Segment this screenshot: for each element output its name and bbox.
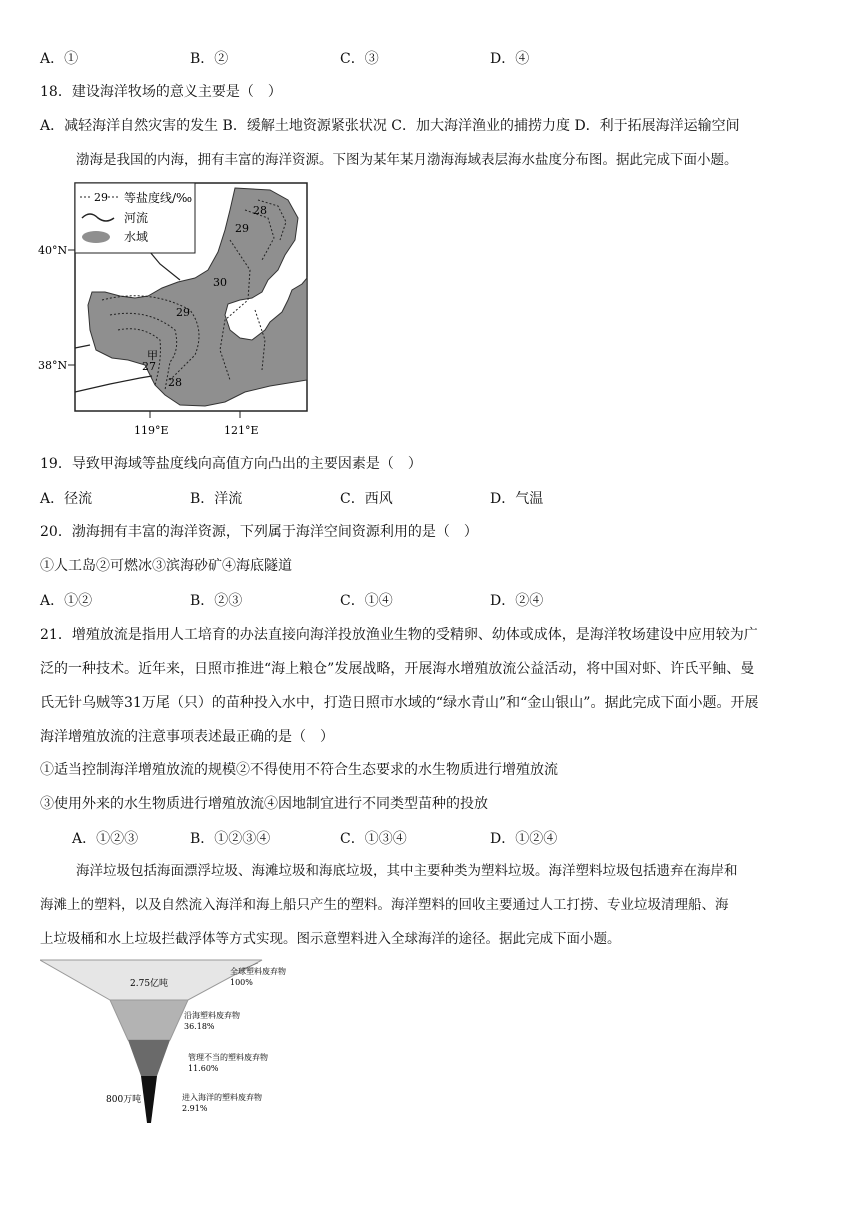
funnel-level-2-name: 沿海塑料废弃物 xyxy=(184,1011,240,1020)
contour-label-27-w: 27 xyxy=(142,360,156,373)
q17-option-b: B．② xyxy=(190,51,229,67)
q21-line-3: 氏无针乌贼等31万尾（只）的苗种投入水中，打造日照市水域的“绿水青山”和“金山银山”。据此完成下面小题。开展 xyxy=(40,695,759,711)
q21-line-2: 泛的一种技术。近年来，日照市推进“海上粮仓”发展战略，开展海水增殖放流公益活动，将中国对虾、许氏平鲉、曼 xyxy=(40,661,755,677)
point-jia-label: 甲 xyxy=(147,349,158,362)
funnel-level-3 xyxy=(128,1040,170,1076)
funnel-level-3-name: 管理不当的塑料废弃物 xyxy=(188,1053,268,1062)
plastic-intro-line-3: 上垃圾桶和水上垃圾拦截浮体等方式实现。图示意塑料进入全球海洋的途径。据此完成下面小题。 xyxy=(40,931,621,947)
q21-options xyxy=(72,828,640,848)
q21-option-c: C．①③④ xyxy=(340,831,407,847)
q21-stem xyxy=(40,624,820,760)
q20-items: ①人工岛②可燃冰③滨海砂矿④海底隧道 xyxy=(40,558,292,574)
plastic-intro-line-1: 海洋垃圾包括海面漂浮垃圾、海滩垃圾和海底垃圾，其中主要种类为塑料垃圾。海洋塑料垃圾包括遗弃在海岸和 xyxy=(76,863,738,879)
q18-stem: 18．建设海洋牧场的意义主要是（ ） xyxy=(40,84,282,100)
q17-options xyxy=(40,48,640,68)
contour-label-28-w: 28 xyxy=(168,376,182,389)
q17-option-a: A．① xyxy=(40,51,79,67)
funnel-level-4-name: 进入海洋的塑料废弃物 xyxy=(182,1093,262,1102)
q20-option-b: B．②③ xyxy=(190,593,243,609)
q19-option-a: A．径流 xyxy=(40,491,93,507)
lon-119-label: 119°E xyxy=(134,424,169,437)
funnel-level-2 xyxy=(110,1000,188,1040)
q19-stem: 19．导致甲海域等盐度线向高值方向凸出的主要因素是（ ） xyxy=(40,456,422,472)
q17-option-d: D．④ xyxy=(490,51,530,67)
q20-options xyxy=(40,590,640,610)
legend-water-symbol xyxy=(82,231,110,243)
plastic-intro-line-2: 海滩上的塑料，以及自然流入海洋和海上船只产生的塑料。海洋塑料的回收主要通过人工打捞、专业垃圾清理船、海 xyxy=(40,897,729,913)
plastic-funnel-diagram xyxy=(40,958,360,1133)
funnel-level-1-pct: 100% xyxy=(230,978,253,987)
funnel-level-4-pct: 2.91% xyxy=(182,1104,208,1113)
funnel-bottom-value: 800万吨 xyxy=(106,1095,142,1105)
q21-option-a: A．①②③ xyxy=(72,831,139,847)
lat-38-label: 38°N xyxy=(38,359,68,372)
legend-river-label: 河流 xyxy=(124,211,149,225)
funnel-level-1-name: 全球塑料废弃物 xyxy=(230,967,286,976)
q19-options xyxy=(40,488,640,508)
legend-isohaline-label: 等盐度线/‰ xyxy=(124,191,193,205)
q21-option-d: D．①②④ xyxy=(490,831,558,847)
q20-option-a: A．①② xyxy=(40,593,93,609)
q21-item-1: ①适当控制海洋增殖放流的规模②不得使用不符合生态要求的水生物质进行增殖放流 xyxy=(40,762,558,778)
q19-option-c: C．西风 xyxy=(340,491,393,507)
q20-option-d: D．②④ xyxy=(490,593,544,609)
q18-options: A．减轻海洋自然灾害的发生 B．缓解土地资源紧张状况 C．加大海洋渔业的捕捞力度 D．利于拓展海洋运输空间 xyxy=(40,118,740,134)
contour-label-29-w: 29 xyxy=(176,306,190,319)
river-2 xyxy=(75,345,90,348)
q17-option-c: C．③ xyxy=(340,51,379,67)
lat-40-label: 40°N xyxy=(38,244,68,257)
funnel-level-4 xyxy=(141,1076,157,1123)
contour-label-28-ne: 28 xyxy=(253,204,267,217)
legend-water-label: 水域 xyxy=(124,230,149,244)
bohai-intro: 渤海是我国的内海，拥有丰富的海洋资源。下图为某年某月渤海海域表层海水盐度分布图。据此完成下面小题。 xyxy=(76,152,738,168)
funnel-level-2-pct: 36.18% xyxy=(184,1022,215,1031)
funnel-level-3-pct: 11.60% xyxy=(188,1064,219,1073)
bohai-salinity-map xyxy=(30,180,830,440)
lon-121-label: 121°E xyxy=(224,424,259,437)
q19-option-d: D．气温 xyxy=(490,491,544,507)
q21-line-4: 海洋增殖放流的注意事项表述最正确的是（ ） xyxy=(40,729,334,745)
q21-item-2: ③使用外来的水生物质进行增殖放流④因地制宜进行不同类型苗种的投放 xyxy=(40,796,488,812)
q20-option-c: C．①④ xyxy=(340,593,393,609)
q19-option-b: B．洋流 xyxy=(190,491,243,507)
contour-label-30: 30 xyxy=(213,276,227,289)
river-1 xyxy=(75,376,152,392)
funnel-top-value: 2.75亿吨 xyxy=(130,979,169,989)
q21-line-1: 21．增殖放流是指用人工培育的办法直接向海洋投放渔业生物的受精卵、幼体或成体，是海洋牧场建设中应用较为广 xyxy=(40,627,758,643)
plastic-intro xyxy=(40,860,820,962)
contour-label-29-ne: 29 xyxy=(235,222,249,235)
q20-stem: 20．渤海拥有丰富的海洋资源，下列属于海洋空间资源利用的是（ ） xyxy=(40,524,478,540)
q21-option-b: B．①②③④ xyxy=(190,831,271,847)
legend-isohaline-value: 29 xyxy=(94,191,108,204)
